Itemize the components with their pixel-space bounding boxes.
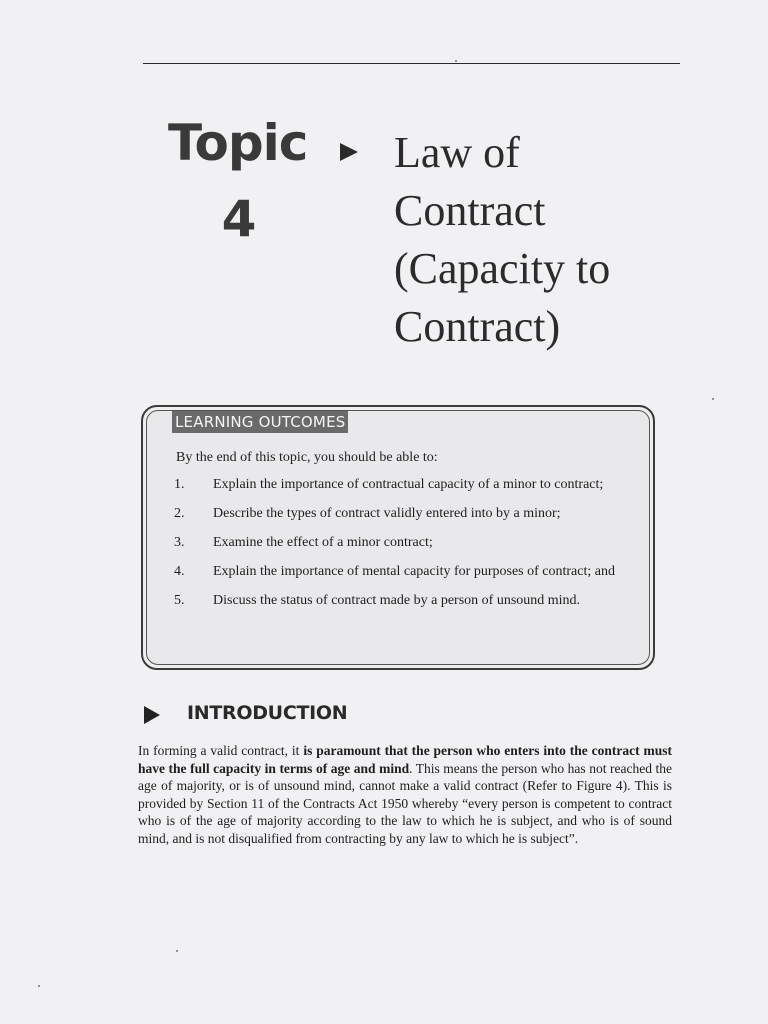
scan-speck	[176, 950, 178, 952]
topic-title	[394, 124, 694, 356]
learning-outcomes-intro: By the end of this topic, you should be able to:	[176, 450, 438, 465]
title-line: (Capacity to	[394, 244, 611, 293]
list-item	[174, 506, 626, 522]
title-line: Contract)	[394, 302, 561, 351]
list-item	[174, 535, 626, 551]
title-line: Law of	[394, 128, 520, 177]
list-item	[174, 477, 626, 493]
scan-speck	[712, 398, 714, 400]
topic-number: 4	[221, 190, 257, 248]
paragraph-text: In forming a valid contract, it	[138, 743, 304, 758]
list-item-text: Explain the importance of mental capacity for purposes of contract; and	[213, 564, 615, 579]
learning-outcomes-heading: LEARNING OUTCOMES	[172, 411, 348, 433]
learning-outcomes-list	[174, 477, 626, 622]
list-item-text: Explain the importance of contractual capacity of a minor to contract;	[213, 477, 604, 492]
title-line: Contract	[394, 186, 546, 235]
triangle-arrow-icon	[338, 140, 360, 164]
top-rule	[143, 63, 680, 64]
scan-speck	[38, 985, 40, 987]
scan-speck	[455, 60, 457, 62]
introduction-heading: INTRODUCTION	[187, 702, 348, 724]
triangle-bullet-icon	[143, 705, 161, 725]
list-item-number: 3.	[174, 535, 185, 550]
list-item-text: Describe the types of contract validly entered into by a minor;	[213, 506, 561, 521]
introduction-paragraph	[138, 742, 672, 848]
list-item-text: Examine the effect of a minor contract;	[213, 535, 433, 550]
list-item-number: 2.	[174, 506, 185, 521]
list-item-number: 5.	[174, 593, 185, 608]
topic-label: Topic	[168, 114, 308, 172]
list-item-number: 1.	[174, 477, 185, 492]
list-item	[174, 593, 626, 609]
list-item	[174, 564, 626, 580]
paragraph-bold-text: is paramount that the person who enters into the contract must have the full capacity in terms of age and mind	[138, 743, 673, 776]
list-item-number: 4.	[174, 564, 185, 579]
paragraph-text: . This means the person who has not reached the age of majority, or is of unsound mind, cannot make a valid contract (Refer to Figure 4). This is provided by Section 11 of the Contracts Act 1950 whereby “every person is competent to contract who is of the age of majority according to the law to which he is subject, and who is of sound mind, and is not disqualified from contracting by any law to which he is subject”.	[138, 760, 672, 846]
list-item-text: Discuss the status of contract made by a person of unsound mind.	[213, 593, 581, 608]
